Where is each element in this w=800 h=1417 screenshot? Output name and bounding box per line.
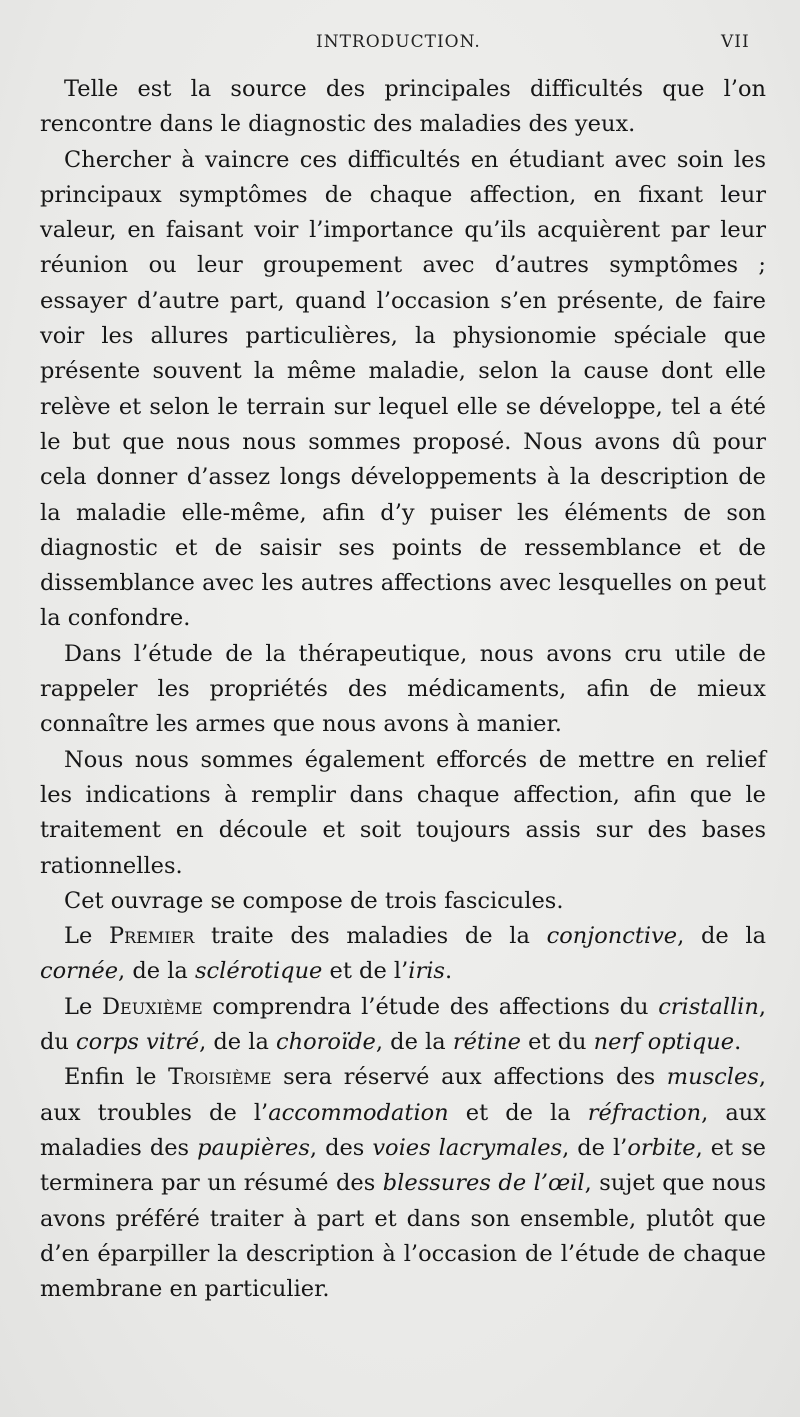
small-caps-term: Premier [108,923,195,950]
italic-term: corps vitré [76,1029,200,1056]
text-run: et de l’ [322,958,409,985]
paragraph-1: Telle est la source des principales difficultés que l’on rencontre dans le diagnostic des maladies des yeux. [40,76,766,138]
italic-term: réfraction [587,1099,702,1126]
paragraph-6 [40,919,766,990]
paragraph-7 [40,990,766,1061]
paragraph-8 [40,1060,766,1307]
italic-term: voies lacrymales [372,1134,563,1161]
italic-term: sclérotique [194,958,323,985]
text-run: , de la [199,1029,277,1056]
text-run: , aux troubles de l’ [40,1064,766,1126]
text-run: traite des maladies de la [194,923,547,950]
italic-term: nerf optique [593,1029,735,1056]
text-run: , de l’ [562,1134,628,1161]
text-run: , de la [375,1029,453,1056]
text-run: Le [64,923,109,950]
italic-term: conjonctive [546,923,678,950]
italic-term: orbite [627,1134,696,1161]
paragraph-5: Cet ouvrage se compose de trois fascicules. [64,887,564,914]
text-run: comprendra l’étude des affections du [202,993,659,1020]
text-run: , et se terminera par un résumé des [40,1134,766,1197]
italic-term: cornée [40,958,119,985]
text-run: . [734,1029,742,1056]
running-head-title: INTRODUCTION. [316,32,481,52]
text-run: et de la [448,1099,588,1126]
paragraph-4: Nous nous sommes également efforcés de mettre en relief les indications à remplir dans chaque affection, afin que le traitement en découle et soit toujours assis sur des bases rationnelles. [40,746,766,879]
text-run: , sujet que nous avons préféré traiter à part et dans son ensemble, plutôt que d’en éparpiller la description à l’occasion de l’étude de chaque membrane en particulier. [40,1170,766,1303]
text-run: Le [64,993,102,1020]
page-number: VII [721,32,750,52]
italic-term: blessures de l’œil [382,1170,585,1197]
small-caps-term: Deuxième [101,993,203,1020]
running-head [0,32,800,60]
text-run: , de la [677,923,766,950]
italic-term: cristallin [658,993,759,1020]
italic-term: iris [408,958,445,985]
text-run: . [444,958,453,985]
italic-term: rétine [452,1029,521,1056]
text-run: , des [309,1134,373,1161]
paragraph-2: Chercher à vaincre ces difficultés en étudiant avec soin les principaux symptômes de chaque affection, en fixant leur valeur, en faisant voir l’importance qu’ils acquièrent par leur réunion ou leur groupement avec d’autres symptômes ; essayer d’autre part, quand l’occasion s’en présente, de faire voir les allures particulières, la physionomie spéciale que présente souvent la même maladie, selon la cause dont elle relève et selon le terrain sur lequel elle se développe, tel a été le but que nous nous sommes proposé. Nous avons dû pour cela donner d’assez longs développements à la description de la maladie elle-même, afin d’y puiser les éléments de son diagnostic et de saisir ses points de ressemblance et de dissemblance avec les autres affections avec lesquelles on peut la confondre. [40,146,766,632]
paragraph-3: Dans l’étude de la thérapeutique, nous avons cru utile de rappeler les propriétés des médicaments, afin de mieux connaître les armes que nous avons à manier. [40,640,766,738]
small-caps-term: Troisième [168,1064,272,1091]
text-run: , de la [118,958,195,985]
text-run: sera réservé aux affections des [271,1064,667,1091]
body-text [40,72,766,1307]
text-run: et du [520,1029,594,1056]
text-run: , du [40,993,766,1056]
italic-term: accommodation [268,1099,449,1126]
text-run: Enfin le [64,1064,169,1091]
italic-term: muscles [666,1064,759,1091]
italic-term: choroïde [276,1029,376,1056]
italic-term: paupières [197,1134,310,1161]
text-run: , aux maladies des [40,1099,766,1161]
